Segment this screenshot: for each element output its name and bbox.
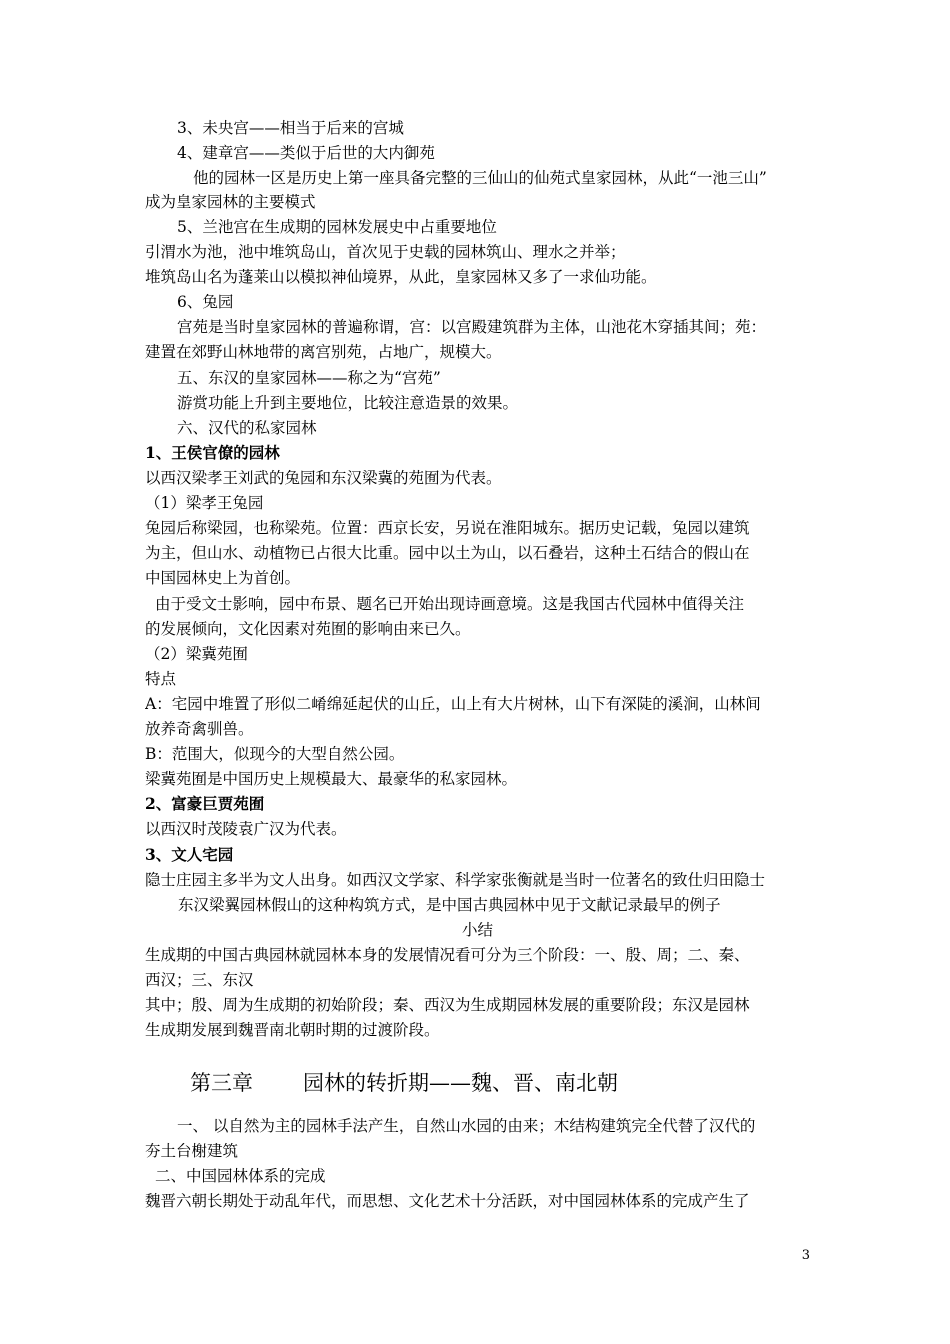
text-line: 东汉梁翼园林假山的这种构筑方式，是中国古典园林中见于文献记录最早的例子 <box>178 896 721 914</box>
text-line: 堆筑岛山名为蓬莱山以模拟神仙境界，从此，皇家园林又多了一求仙功能。 <box>145 268 657 286</box>
text-line: 成为皇家园林的主要模式 <box>145 193 316 211</box>
text-line: 中国园林史上为首创。 <box>145 569 301 587</box>
text-line: 6、兔园 <box>177 293 234 311</box>
chapter-name: 园林的转折期——魏、晋、南北朝 <box>303 1071 618 1095</box>
text-line: 特点 <box>145 670 177 688</box>
text-line: 生成期的中国古典园林就园林本身的发展情况看可分为三个阶段：一、殷、周；二、秦、 <box>145 946 750 964</box>
subsection-heading: （1）梁孝王兔园 <box>145 494 264 512</box>
subsection-heading: （2）梁冀苑囿 <box>145 645 248 663</box>
text-line: 西汉；三、东汉 <box>145 971 254 989</box>
summary-heading: 小结 <box>461 921 493 939</box>
text-line: 其中；殷、周为生成期的初始阶段；秦、西汉为生成期园林发展的重要阶段；东汉是园林 <box>145 996 750 1014</box>
text-line: 宫苑是当时皇家园林的普遍称谓，宫：以宫殿建筑群为主体，山池花木穿插其间；苑： <box>177 318 767 336</box>
text-line: 以西汉时茂陵袁广汉为代表。 <box>145 820 347 838</box>
text-line: A：宅园中堆置了形似二崤绵延起伏的山丘，山上有大片树林，山下有深陡的溪涧，山林间 <box>145 695 761 713</box>
section-heading: 2、富豪巨贾苑囿 <box>145 794 265 813</box>
text-line: 五、东汉的皇家园林——称之为“宫苑” <box>177 369 441 387</box>
text-line: 夯土台榭建筑 <box>145 1142 239 1160</box>
text-line: 魏晋六朝长期处于动乱年代，而思想、文化艺术十分活跃，对中国园林体系的完成产生了 <box>145 1192 750 1210</box>
text-line: 游赏功能上升到主要地位，比较注意造景的效果。 <box>177 394 519 412</box>
text-line: 4、建章宫——类似于后世的大内御苑 <box>177 144 435 162</box>
text-line: 隐士庄园主多半为文人出身。如西汉文学家、科学家张衡就是当时一位著名的致仕归田隐士 <box>145 871 766 889</box>
text-line: 二、中国园林体系的完成 <box>155 1167 326 1185</box>
text-line: 为主，但山水、动植物已占很大比重。园中以土为山，以石叠岩，这种土石结合的假山在 <box>145 544 750 562</box>
text-line: 梁冀苑囿是中国历史上规模最大、最豪华的私家园林。 <box>145 770 518 788</box>
text-line: 建置在郊野山林地带的离宫别苑，占地广，规模大。 <box>145 343 502 361</box>
section-heading: 3、文人宅园 <box>145 845 234 864</box>
text-line: B：范围大，似现今的大型自然公园。 <box>145 745 405 763</box>
text-line: 他的园林一区是历史上第一座具备完整的三仙山的仙苑式皇家园林，从此“一池三山” <box>193 169 767 187</box>
text-line: 以西汉梁孝王刘武的兔园和东汉梁冀的苑囿为代表。 <box>145 469 502 487</box>
text-line: 引渭水为池，池中堆筑岛山，首次见于史载的园林筑山、理水之并举； <box>145 243 626 261</box>
text-line: 3、未央宫——相当于后来的宫城 <box>177 119 404 137</box>
chapter-number: 第三章 <box>190 1071 253 1095</box>
section-heading: 1、王侯官僚的园林 <box>145 443 280 462</box>
text-line: 的发展倾向，文化因素对苑囿的影响由来已久。 <box>145 620 471 638</box>
text-line: 六、汉代的私家园林 <box>177 419 317 437</box>
text-line: 由于受文士影响，园中布景、题名已开始出现诗画意境。这是我国古代园林中值得关注 <box>155 595 745 613</box>
text-line: 一、 以自然为主的园林手法产生，自然山水园的由来；木结构建筑完全代替了汉代的 <box>177 1117 756 1135</box>
text-line: 放养奇禽驯兽。 <box>145 720 254 738</box>
page-number: 3 <box>801 1248 810 1263</box>
text-line: 兔园后称梁园，也称梁苑。位置：西京长安，另说在淮阳城东。据历史记载，兔园以建筑 <box>145 519 750 537</box>
text-line: 生成期发展到魏晋南北朝时期的过渡阶段。 <box>145 1021 440 1039</box>
chapter-title <box>190 1068 618 1098</box>
text-line: 5、兰池宫在生成期的园林发展史中占重要地位 <box>177 218 497 236</box>
